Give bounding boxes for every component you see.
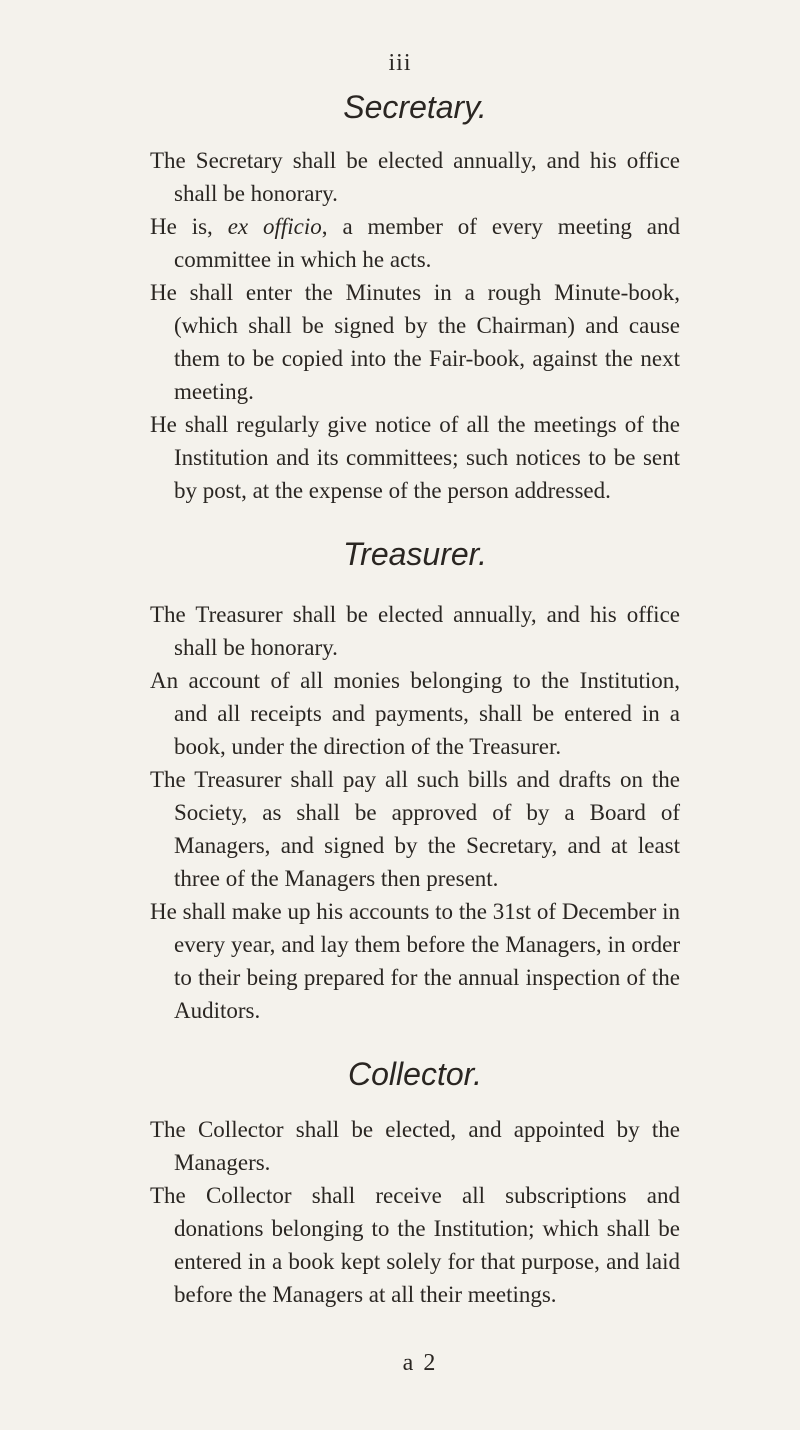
secretary-heading: Secretary. bbox=[343, 89, 487, 125]
secretary-paragraph-1-text: The Secretary shall be elected annually, and his office shall be honorary. bbox=[150, 148, 680, 207]
treasurer-paragraph-1 bbox=[150, 598, 680, 664]
collector-paragraph-2 bbox=[150, 1179, 680, 1311]
collector-paragraph-2-text: The Collector shall receive all subscriptions and donations belonging to the Institution; which shall be entered in a book kept solely for that purpose, and laid before the Managers at all their meetings. bbox=[150, 1183, 680, 1308]
treasurer-paragraph-4-text: He shall make up his accounts to the 31st of December in every year, and lay them before the Managers, in order to their being prepared for the annual inspection of the Auditors. bbox=[150, 898, 680, 1023]
secretary-paragraph-4-text: He shall regularly give notice of all the meetings of the Institution and its committees; such notices to be sent by post, at the expense of the person addressed. bbox=[150, 412, 680, 504]
treasurer-paragraph-4 bbox=[150, 895, 680, 1027]
secretary-paragraph-2-after: , a member of every meeting and committee in which he acts. bbox=[174, 214, 680, 273]
treasurer-paragraph-3-text: The Treasurer shall pay all such bills and drafts on the Society, as shall be approved of by a Board of Managers, and signed by the Secretary, and at least three of the Managers then present. bbox=[150, 766, 680, 891]
secretary-paragraph-3 bbox=[150, 276, 680, 408]
secretary-paragraph-2-latin: ex officio bbox=[227, 214, 322, 240]
treasurer-heading: Treasurer. bbox=[342, 536, 488, 573]
secretary-paragraph-3-text: He shall enter the Minutes in a rough Minute-book, (which shall be signed by the Chairman) and cause them to be copied into the Fair-book, against the next meeting. bbox=[150, 280, 680, 405]
page-number: iii bbox=[388, 50, 412, 76]
treasurer-paragraph-2 bbox=[150, 664, 680, 763]
secretary-paragraph-2-before: He is, bbox=[150, 214, 228, 240]
collector-paragraph-1 bbox=[150, 1113, 680, 1179]
signature-mark: a 2 bbox=[402, 1350, 438, 1376]
secretary-paragraph-1 bbox=[150, 144, 680, 210]
collector-heading: Collector. bbox=[348, 1055, 482, 1092]
page-content bbox=[150, 88, 680, 1311]
secretary-paragraph-4 bbox=[150, 408, 680, 507]
treasurer-paragraph-2-text: An account of all monies belonging to the Institution, and all receipts and payments, shall be entered in a book, under the direction of the Treasurer. bbox=[150, 667, 680, 759]
collector-paragraph-1-text: The Collector shall be elected, and appointed by the Managers. bbox=[150, 1117, 680, 1176]
secretary-paragraph-2 bbox=[150, 210, 680, 276]
treasurer-paragraph-3 bbox=[150, 763, 680, 895]
treasurer-paragraph-1-text: The Treasurer shall be elected annually, and his office shall be honorary. bbox=[150, 601, 680, 660]
